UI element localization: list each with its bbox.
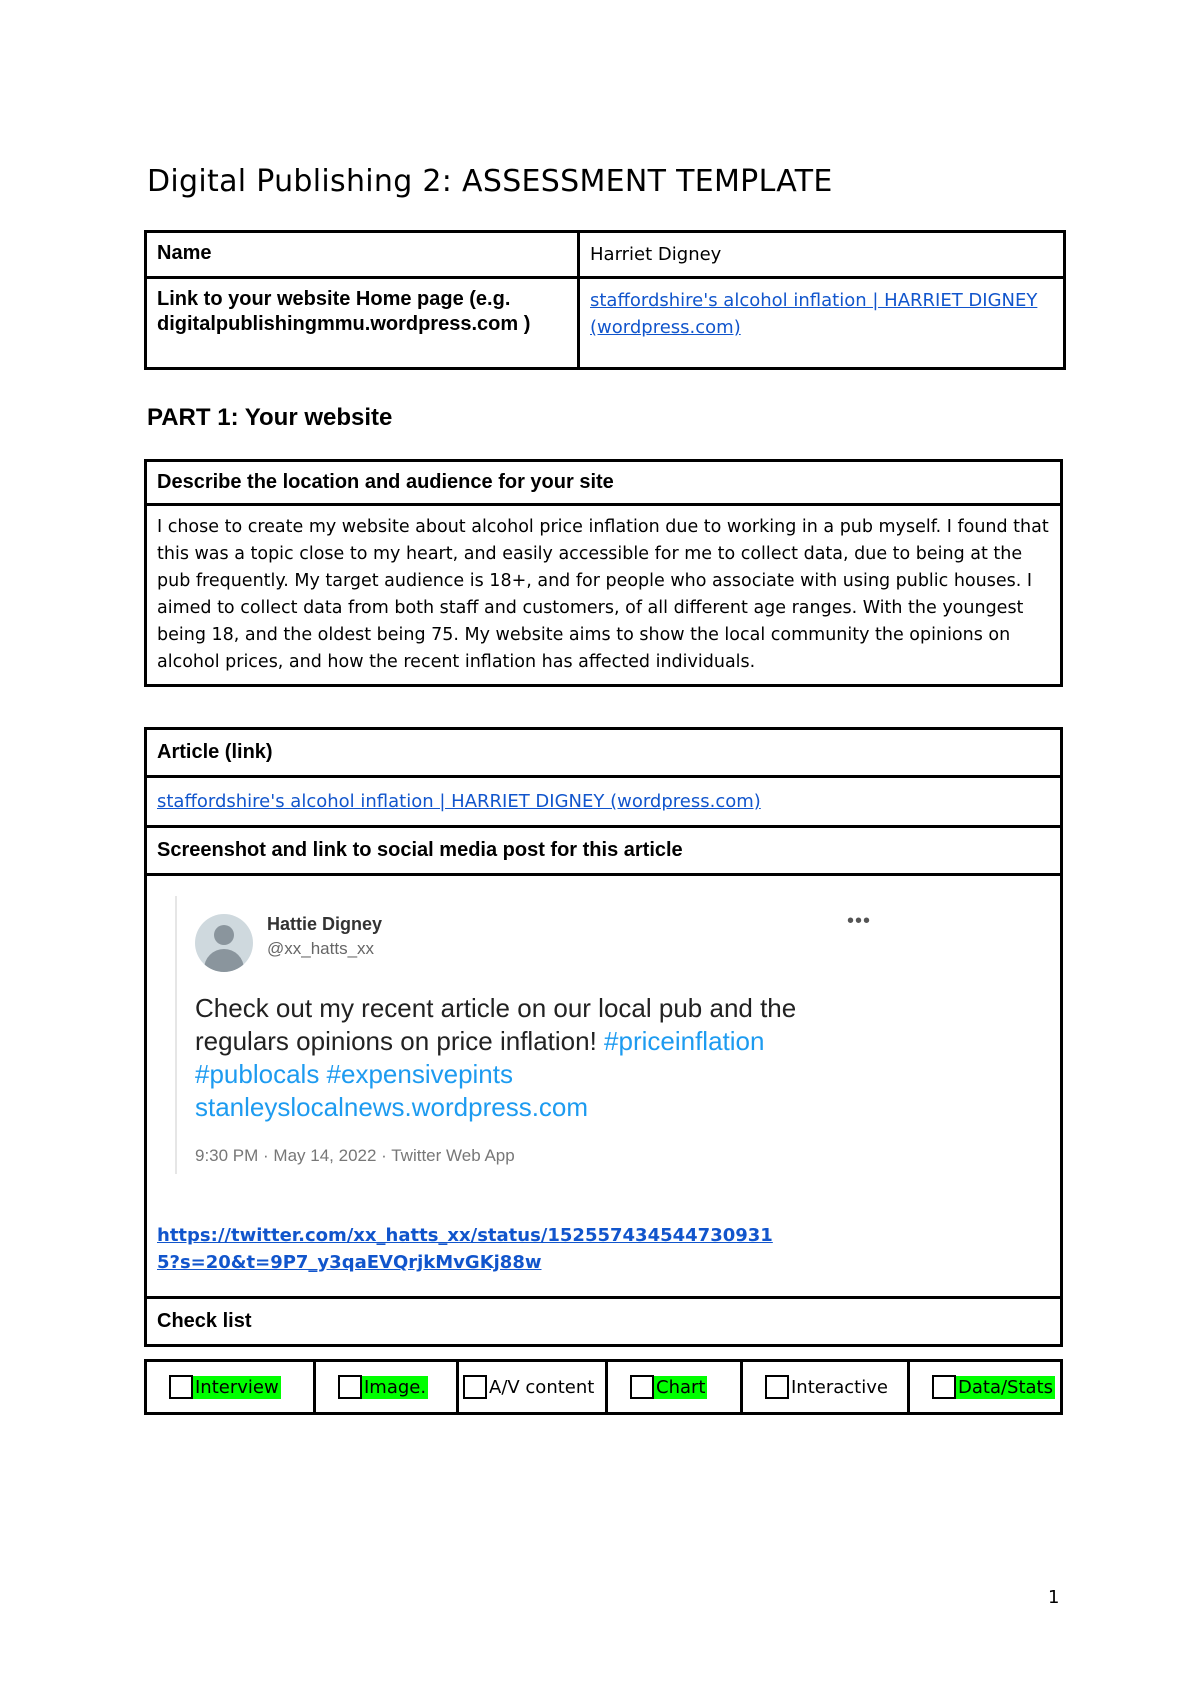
website-link-label: Link to your website Home page (e.g. digitalpublishingmmu.wordpress.com ) [146,278,579,369]
checkbox[interactable] [169,1375,193,1399]
social-label: Screenshot and link to social media post for this article [146,827,1062,875]
tweet-screenshot [175,896,1007,1174]
checkbox[interactable] [630,1375,654,1399]
checklist-item-label: A/V content [489,1376,595,1398]
describe-table [144,459,1063,687]
name-label: Name [146,232,579,278]
describe-text: I chose to create my website about alcohol price inflation due to working in a pub myself. I found that this was a topic close to my heart, and easily accessible for me to collect data, due to being at the pub frequently. My target audience is 18+, and for people who associate with using public houses. I aimed to collect data from both staff and customers, of all different age ranges. With the youngest being 18, and the oldest being 75. My website aims to show the local community the opinions on alcohol prices, and how the recent inflation has affected individuals. [146,505,1062,686]
tweet-text: Check out my recent article on our local pub and the regulars opinions on price inflation! #priceinflation #publocals #expensivepints stanleyslocalnews.wordpress.com [195,993,797,1122]
tweet-author-handle: @xx_hatts_xx [267,939,375,958]
checklist-item[interactable] [607,1361,742,1414]
more-options-icon: ••• [847,910,872,932]
website-link[interactable]: staffordshire's alcohol inflation | HARRIET DIGNEY (wordpress.com) [590,290,1038,338]
tweet-author-name: Hattie Digney [267,914,383,934]
checkbox[interactable] [463,1375,487,1399]
article-label: Article (link) [146,729,1062,777]
checklist-label: Check list [146,1298,1062,1346]
checklist-item-label: Interview [195,1376,279,1398]
checklist-item[interactable] [909,1361,1062,1414]
page-title: Digital Publishing 2: ASSESSMENT TEMPLATE [147,164,833,199]
tweet-hashtags: #priceinflation #publocals #expensivepints stanleyslocalnews.wordpress.com [195,1026,765,1122]
checklist-item[interactable] [458,1361,607,1414]
checklist-table [144,1359,1063,1415]
checklist-item-label: Interactive [791,1376,888,1398]
checkbox[interactable] [765,1375,789,1399]
checklist-item-label: Data/Stats [958,1376,1053,1398]
tweet-url-wrap [157,1222,777,1276]
name-value: Harriet Digney [579,232,1065,278]
checklist-item[interactable] [315,1361,458,1414]
social-screenshot-cell [146,875,1062,1298]
tweet-meta: 9:30 PM · May 14, 2022 · Twitter Web App [195,1146,515,1165]
article-link[interactable]: staffordshire's alcohol inflation | HARRIET DIGNEY (wordpress.com) [157,791,761,812]
page-number: 1 [1048,1587,1060,1608]
checklist-item[interactable] [146,1361,315,1414]
part1-heading: PART 1: Your website [147,404,393,431]
checkbox[interactable] [932,1375,956,1399]
describe-label: Describe the location and audience for your site [146,461,1062,505]
checklist-item-label: Chart [656,1376,706,1398]
checklist-item[interactable] [742,1361,909,1414]
checklist-item-label: Image. [364,1376,427,1398]
info-table [144,230,1066,370]
article-table [144,727,1063,1347]
checkbox[interactable] [338,1375,362,1399]
tweet-url-link[interactable]: https://twitter.com/xx_hatts_xx/status/1525574345447309315?s=20&t=9P7_y3qaEVQrjkMvGKj88w [157,1225,773,1273]
avatar [195,914,253,972]
